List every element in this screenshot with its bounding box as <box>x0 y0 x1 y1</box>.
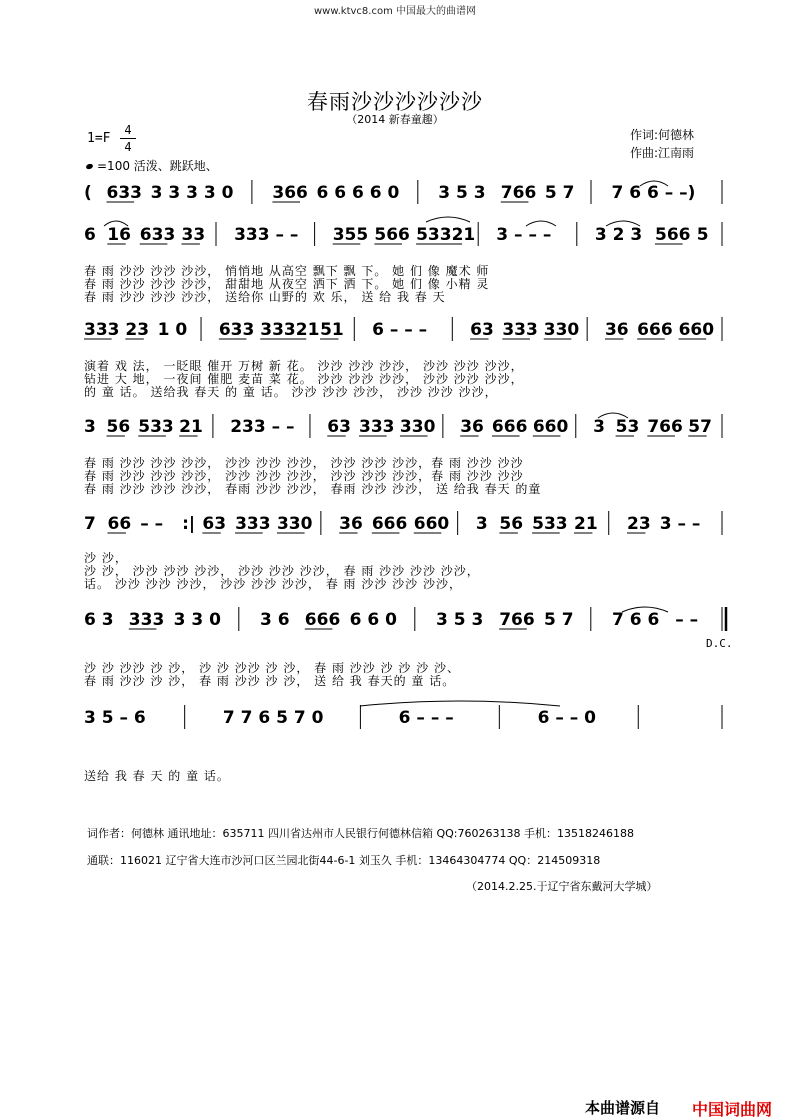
note-group: 6 – – – <box>398 708 454 728</box>
note-group: 3 <box>84 417 96 437</box>
note-group: 7 6 6 – –) <box>611 183 696 203</box>
note-group: 330 <box>276 514 313 534</box>
note-group: 51 <box>320 320 344 340</box>
repeat-sign: :| <box>182 514 196 534</box>
note-group: 3 6 <box>260 610 290 630</box>
note-group: 3 3 0 <box>173 610 221 630</box>
note-group: 33321 <box>260 320 320 340</box>
note-group: 660 <box>532 417 569 437</box>
note-group: 333 <box>235 514 271 534</box>
note-group: 3 5 3 <box>436 610 484 630</box>
note-group: 57 <box>688 417 712 437</box>
song-subtitle: （2014 新春童趣） <box>346 113 444 126</box>
time-signature-top: 4 <box>124 123 132 137</box>
note-group: 36 <box>604 320 629 340</box>
lyric-line: 的 童 话。 送给我 春天 的 童 话。 沙沙 沙沙 沙沙， 沙沙 沙沙 沙沙， <box>84 385 498 399</box>
note-group: 5 7 <box>544 610 574 630</box>
note-group: 330 <box>399 417 436 437</box>
note-group: 63 <box>470 320 494 340</box>
note-group: 53321 <box>416 225 476 245</box>
note-group: 666 <box>371 514 408 534</box>
note-group: 5 <box>696 225 709 245</box>
note-group: 63 <box>327 417 351 437</box>
lyricist-credit: 作词:何德林 <box>630 128 695 142</box>
note-group: ( <box>84 183 92 203</box>
note-group: – – <box>675 610 699 630</box>
note-group: 366 <box>272 183 308 203</box>
note-group: 633 <box>218 320 255 340</box>
note-group: 333 <box>128 610 165 630</box>
note-group: 7 <box>84 514 96 534</box>
note-group: 16 <box>107 225 131 245</box>
note-group: 333 – – <box>234 225 299 245</box>
note-group: 3 – – <box>659 514 701 534</box>
slur-arc <box>360 701 560 706</box>
lyric-line: 春 雨 沙沙 沙沙 沙沙， 甜甜地 从夜空 洒下 洒 下。 她 们 像 小精 灵 <box>84 277 490 291</box>
lyric-line: 春 雨 沙沙 沙 沙， 春 雨 沙沙 沙 沙， 送 给 我 春天的 童 话。 <box>84 674 456 688</box>
dc-mark: D.C. <box>706 637 733 650</box>
note-group: 766 <box>647 417 683 437</box>
note-group: 56 <box>499 514 524 534</box>
note-group: 355 <box>332 225 369 245</box>
note-group: 660 <box>413 514 450 534</box>
lyric-line: 沙 沙， 沙沙 沙沙 沙沙， 沙沙 沙沙 沙沙， 春 雨 沙沙 沙沙 沙沙， <box>84 564 480 578</box>
site-header[interactable]: www.ktvc8.com 中国最大的曲谱网 <box>313 6 476 17</box>
footer-date-location: （2014.2.25.于辽宁省东戴河大学城） <box>466 880 658 893</box>
note-group: 766 <box>499 610 535 630</box>
note-group: 3 <box>593 417 605 437</box>
note-group: 23 <box>627 514 651 534</box>
time-signature-bottom: 4 <box>120 138 136 155</box>
note-group: 666 <box>491 417 528 437</box>
note-group: 3 5 3 <box>438 183 486 203</box>
note-group: 660 <box>678 320 715 340</box>
note-group: 6 – – 0 <box>537 708 597 728</box>
key-signature: 1=F <box>87 131 111 146</box>
note-group: 633 <box>106 183 142 203</box>
lyric-line: 话。 沙沙 沙沙 沙沙， 沙沙 沙沙 沙沙， 春 雨 沙沙 沙沙 沙沙， <box>84 577 462 591</box>
source-label: 本曲谱源自 <box>585 1099 661 1117</box>
note-group: 33 <box>181 225 206 245</box>
source-site-link[interactable]: 中国词曲网 <box>692 1100 773 1119</box>
note-group: 53 <box>615 417 640 437</box>
note-group: 7 7 6 5 7 0 <box>222 708 324 728</box>
note-group: 3 3 3 3 0 <box>150 183 234 203</box>
note-group: 333 <box>84 320 120 340</box>
note-group: 633 <box>139 225 176 245</box>
note-group: 23 <box>125 320 150 340</box>
note-group: 7 6 6 <box>612 610 660 630</box>
note-group: 566 <box>374 225 410 245</box>
note-group: 566 <box>655 225 691 245</box>
slur-arc <box>426 217 470 222</box>
lyric-line: 钻进 大 地， 一夜间 催肥 麦苗 菜 花。 沙沙 沙沙 沙沙， 沙沙 沙沙 沙沙， <box>84 372 524 386</box>
note-group: 6 – – – <box>372 320 428 340</box>
lyric-line: 送给 我 春 天 的 童 话。 <box>84 769 230 783</box>
note-group: 21 <box>179 417 203 437</box>
note-group: 3 5 – 6 <box>84 708 146 728</box>
footer-author-contact: 词作者：何德林 通讯地址：635711 四川省达州市人民银行何德林信箱 QQ:760263138 手机：13518246188 <box>87 827 634 840</box>
note-group: 666 <box>637 320 673 340</box>
lyric-line: 春 雨 沙沙 沙沙 沙沙， 春雨 沙沙 沙沙， 春雨 沙沙 沙沙， 送 给我 春天 的童 <box>84 482 542 496</box>
note-group: 3 2 3 <box>594 225 643 245</box>
note-group: 333 <box>502 320 538 340</box>
note-group: – – <box>140 514 164 534</box>
note-group: 766 <box>500 183 537 203</box>
note-group: 6 6 0 <box>349 610 397 630</box>
note-group: 333 <box>359 417 395 437</box>
note-group: 233 – – <box>230 417 295 437</box>
lyric-line: 春 雨 沙沙 沙沙 沙沙， 送给你 山野的 欢 乐， 送 给 我 春 天 <box>84 290 446 304</box>
note-group: 21 <box>574 514 598 534</box>
note-group: 1 0 <box>157 320 188 340</box>
note-group: 63 <box>202 514 227 534</box>
note-group: 5 7 <box>544 183 575 203</box>
note-group: 533 <box>532 514 568 534</box>
note-group: 3 <box>475 514 488 534</box>
note-group: 66 <box>107 514 132 534</box>
note-group: 6 <box>84 225 96 245</box>
note-group: 6 6 6 6 0 <box>316 183 400 203</box>
note-group: 56 <box>106 417 131 437</box>
lyric-line: 春 雨 沙沙 沙沙 沙沙， 沙沙 沙沙 沙沙， 沙沙 沙沙 沙沙，春 雨 沙沙 沙沙 <box>84 456 524 470</box>
note-group: 36 <box>460 417 484 437</box>
song-title: 春雨沙沙沙沙沙沙 <box>307 90 483 114</box>
lyric-line: 演着 戏 法， 一眨眼 催开 万树 新 花。 沙沙 沙沙 沙沙， 沙沙 沙沙 沙沙， <box>84 359 524 373</box>
note-group: 36 <box>339 514 363 534</box>
lyric-line: 沙 沙 沙沙 沙 沙， 沙 沙 沙沙 沙 沙， 春 雨 沙沙 沙 沙 沙 沙、 <box>84 661 461 675</box>
tempo-text: =100 活泼、跳跃地、 <box>97 159 218 173</box>
lyric-line: 春 雨 沙沙 沙沙 沙沙， 悄悄地 从高空 飘下 飘 下。 她 们 像 魔术 师 <box>84 264 490 278</box>
composer-credit: 作曲:江南雨 <box>630 146 695 160</box>
lyric-line: 沙 沙， <box>84 551 128 565</box>
note-group: 3 – – – <box>496 225 552 245</box>
footer-composer-contact: 通联：116021 辽宁省大连市沙河口区兰园北街44-6-1 刘玉久 手机：13464304774 QQ：214509318 <box>87 854 601 867</box>
note-group: 6 3 <box>84 610 114 630</box>
note-group: 533 <box>138 417 174 437</box>
note-group: 330 <box>543 320 580 340</box>
note-group: 666 <box>304 610 341 630</box>
lyric-line: 春 雨 沙沙 沙沙 沙沙， 沙沙 沙沙 沙沙， 沙沙 沙沙 沙沙，春 雨 沙沙 沙沙 <box>84 469 524 483</box>
